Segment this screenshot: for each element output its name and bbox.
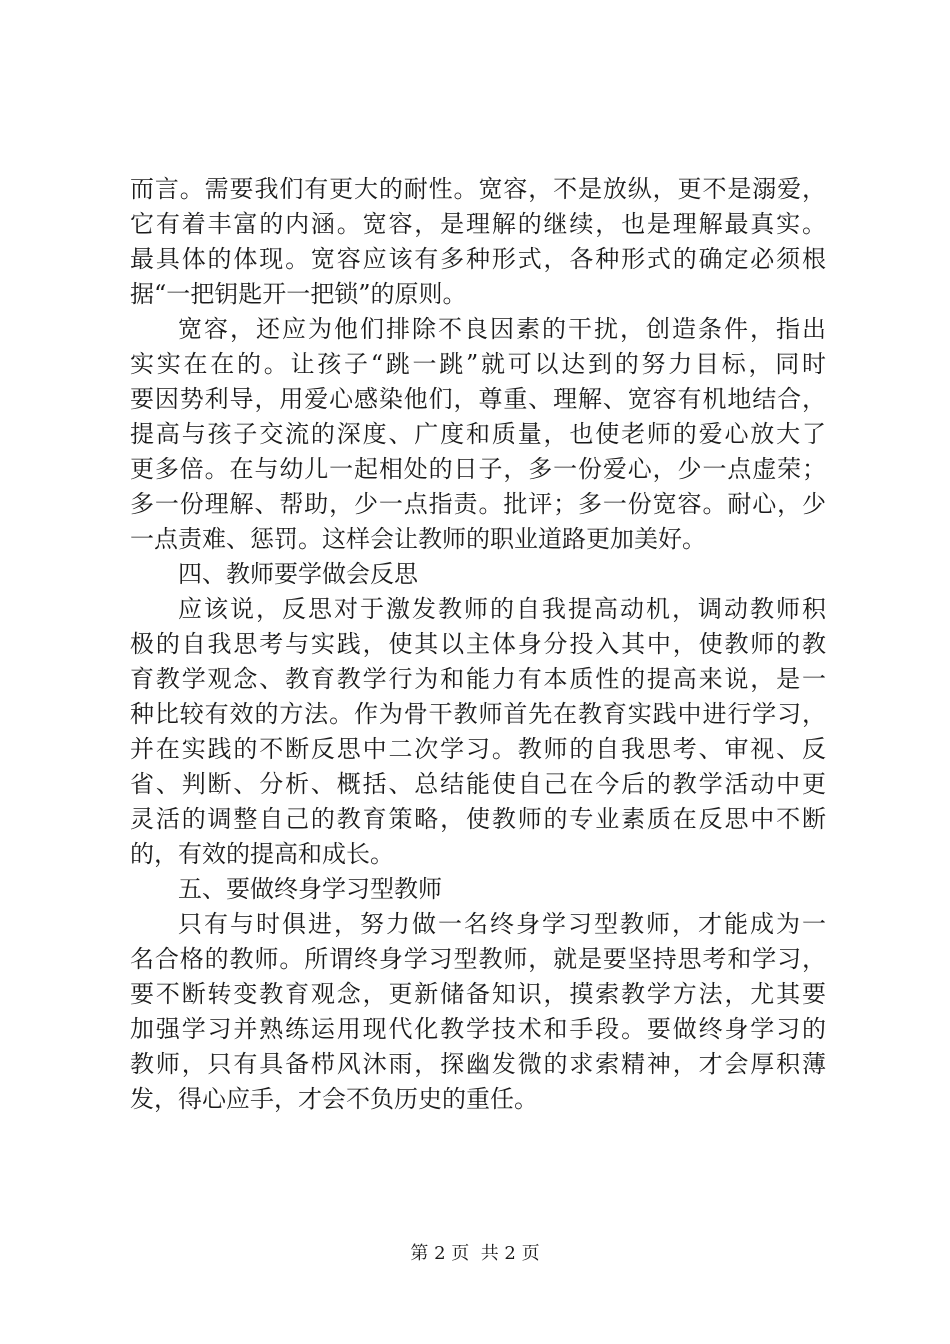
text-line: 的，有效的提高和成长。 xyxy=(130,840,394,868)
text-line: 它有着丰富的内涵。宽容，是理解的继续，也是理解最真实。 xyxy=(130,210,826,238)
text-line: 发，得心应手，才会不负历史的重任。 xyxy=(130,1085,538,1113)
section-heading-lifelong-learning xyxy=(130,872,826,907)
text-line: 灵活的调整自己的教育策略，使教师的专业素质在反思中不断 xyxy=(130,805,826,833)
text-line: 要不断转变教育观念，更新储备知识，摸索教学方法，尤其要 xyxy=(130,980,826,1008)
document-body xyxy=(130,172,826,1117)
section-heading: 四、教师要学做会反思 xyxy=(178,560,418,588)
text-line: 据“一把钥匙开一把锁”的原则。 xyxy=(130,280,467,308)
text-line: 名合格的教师。所谓终身学习型教师，就是要坚持思考和学习， xyxy=(130,945,826,973)
text-line: 极的自我思考与实践，使其以主体身分投入其中，使教师的教 xyxy=(130,630,826,658)
text-line: 一点责难、惩罚。这样会让教师的职业道路更加美好。 xyxy=(130,525,706,553)
text-line: 加强学习并熟练运用现代化教学技术和手段。要做终身学习的 xyxy=(130,1015,826,1043)
paragraph-reflection xyxy=(130,592,826,872)
text-line: 教师，只有具备栉风沐雨，探幽发微的求索精神，才会厚积薄 xyxy=(130,1050,826,1078)
text-line: 而言。需要我们有更大的耐性。宽容，不是放纵，更不是溺爱， xyxy=(130,175,826,203)
text-line: 育教学观念、教育教学行为和能力有本质性的提高来说，是一 xyxy=(130,665,826,693)
text-line: 省、判断、分析、概括、总结能使自己在今后的教学活动中更 xyxy=(130,770,826,798)
text-line: 只有与时俱进，努力做一名终身学习型教师，才能成为一 xyxy=(178,910,826,938)
paragraph-tolerance-continued xyxy=(130,172,826,312)
text-line: 并在实践的不断反思中二次学习。教师的自我思考、审视、反 xyxy=(130,735,826,763)
text-line: 应该说，反思对于激发教师的自我提高动机，调动教师积 xyxy=(178,595,826,623)
text-line: 要因势利导，用爱心感染他们，尊重、理解、宽容有机地结合， xyxy=(130,385,826,413)
text-line: 多一份理解、帮助，少一点指责。批评；多一份宽容。耐心，少 xyxy=(130,490,826,518)
section-heading: 五、要做终身学习型教师 xyxy=(178,875,442,903)
text-line: 实实在在的。让孩子“跳一跳”就可以达到的努力目标，同时 xyxy=(130,350,826,378)
paragraph-tolerance-conditions xyxy=(130,312,826,557)
text-line: 更多倍。在与幼儿一起相处的日子，多一份爱心，少一点虚荣； xyxy=(130,455,826,483)
text-line: 提高与孩子交流的深度、广度和质量，也使老师的爱心放大了 xyxy=(130,420,826,448)
text-line: 最具体的体现。宽容应该有多种形式，各种形式的确定必须根 xyxy=(130,245,826,273)
page-number-footer: 第 2 页 共 2 页 xyxy=(410,1243,540,1264)
section-heading-reflection xyxy=(130,557,826,592)
paragraph-lifelong-learning xyxy=(130,907,826,1117)
text-line: 种比较有效的方法。作为骨干教师首先在教育实践中进行学习， xyxy=(130,700,826,728)
text-line: 宽容，还应为他们排除不良因素的干扰，创造条件，指出 xyxy=(178,315,826,343)
